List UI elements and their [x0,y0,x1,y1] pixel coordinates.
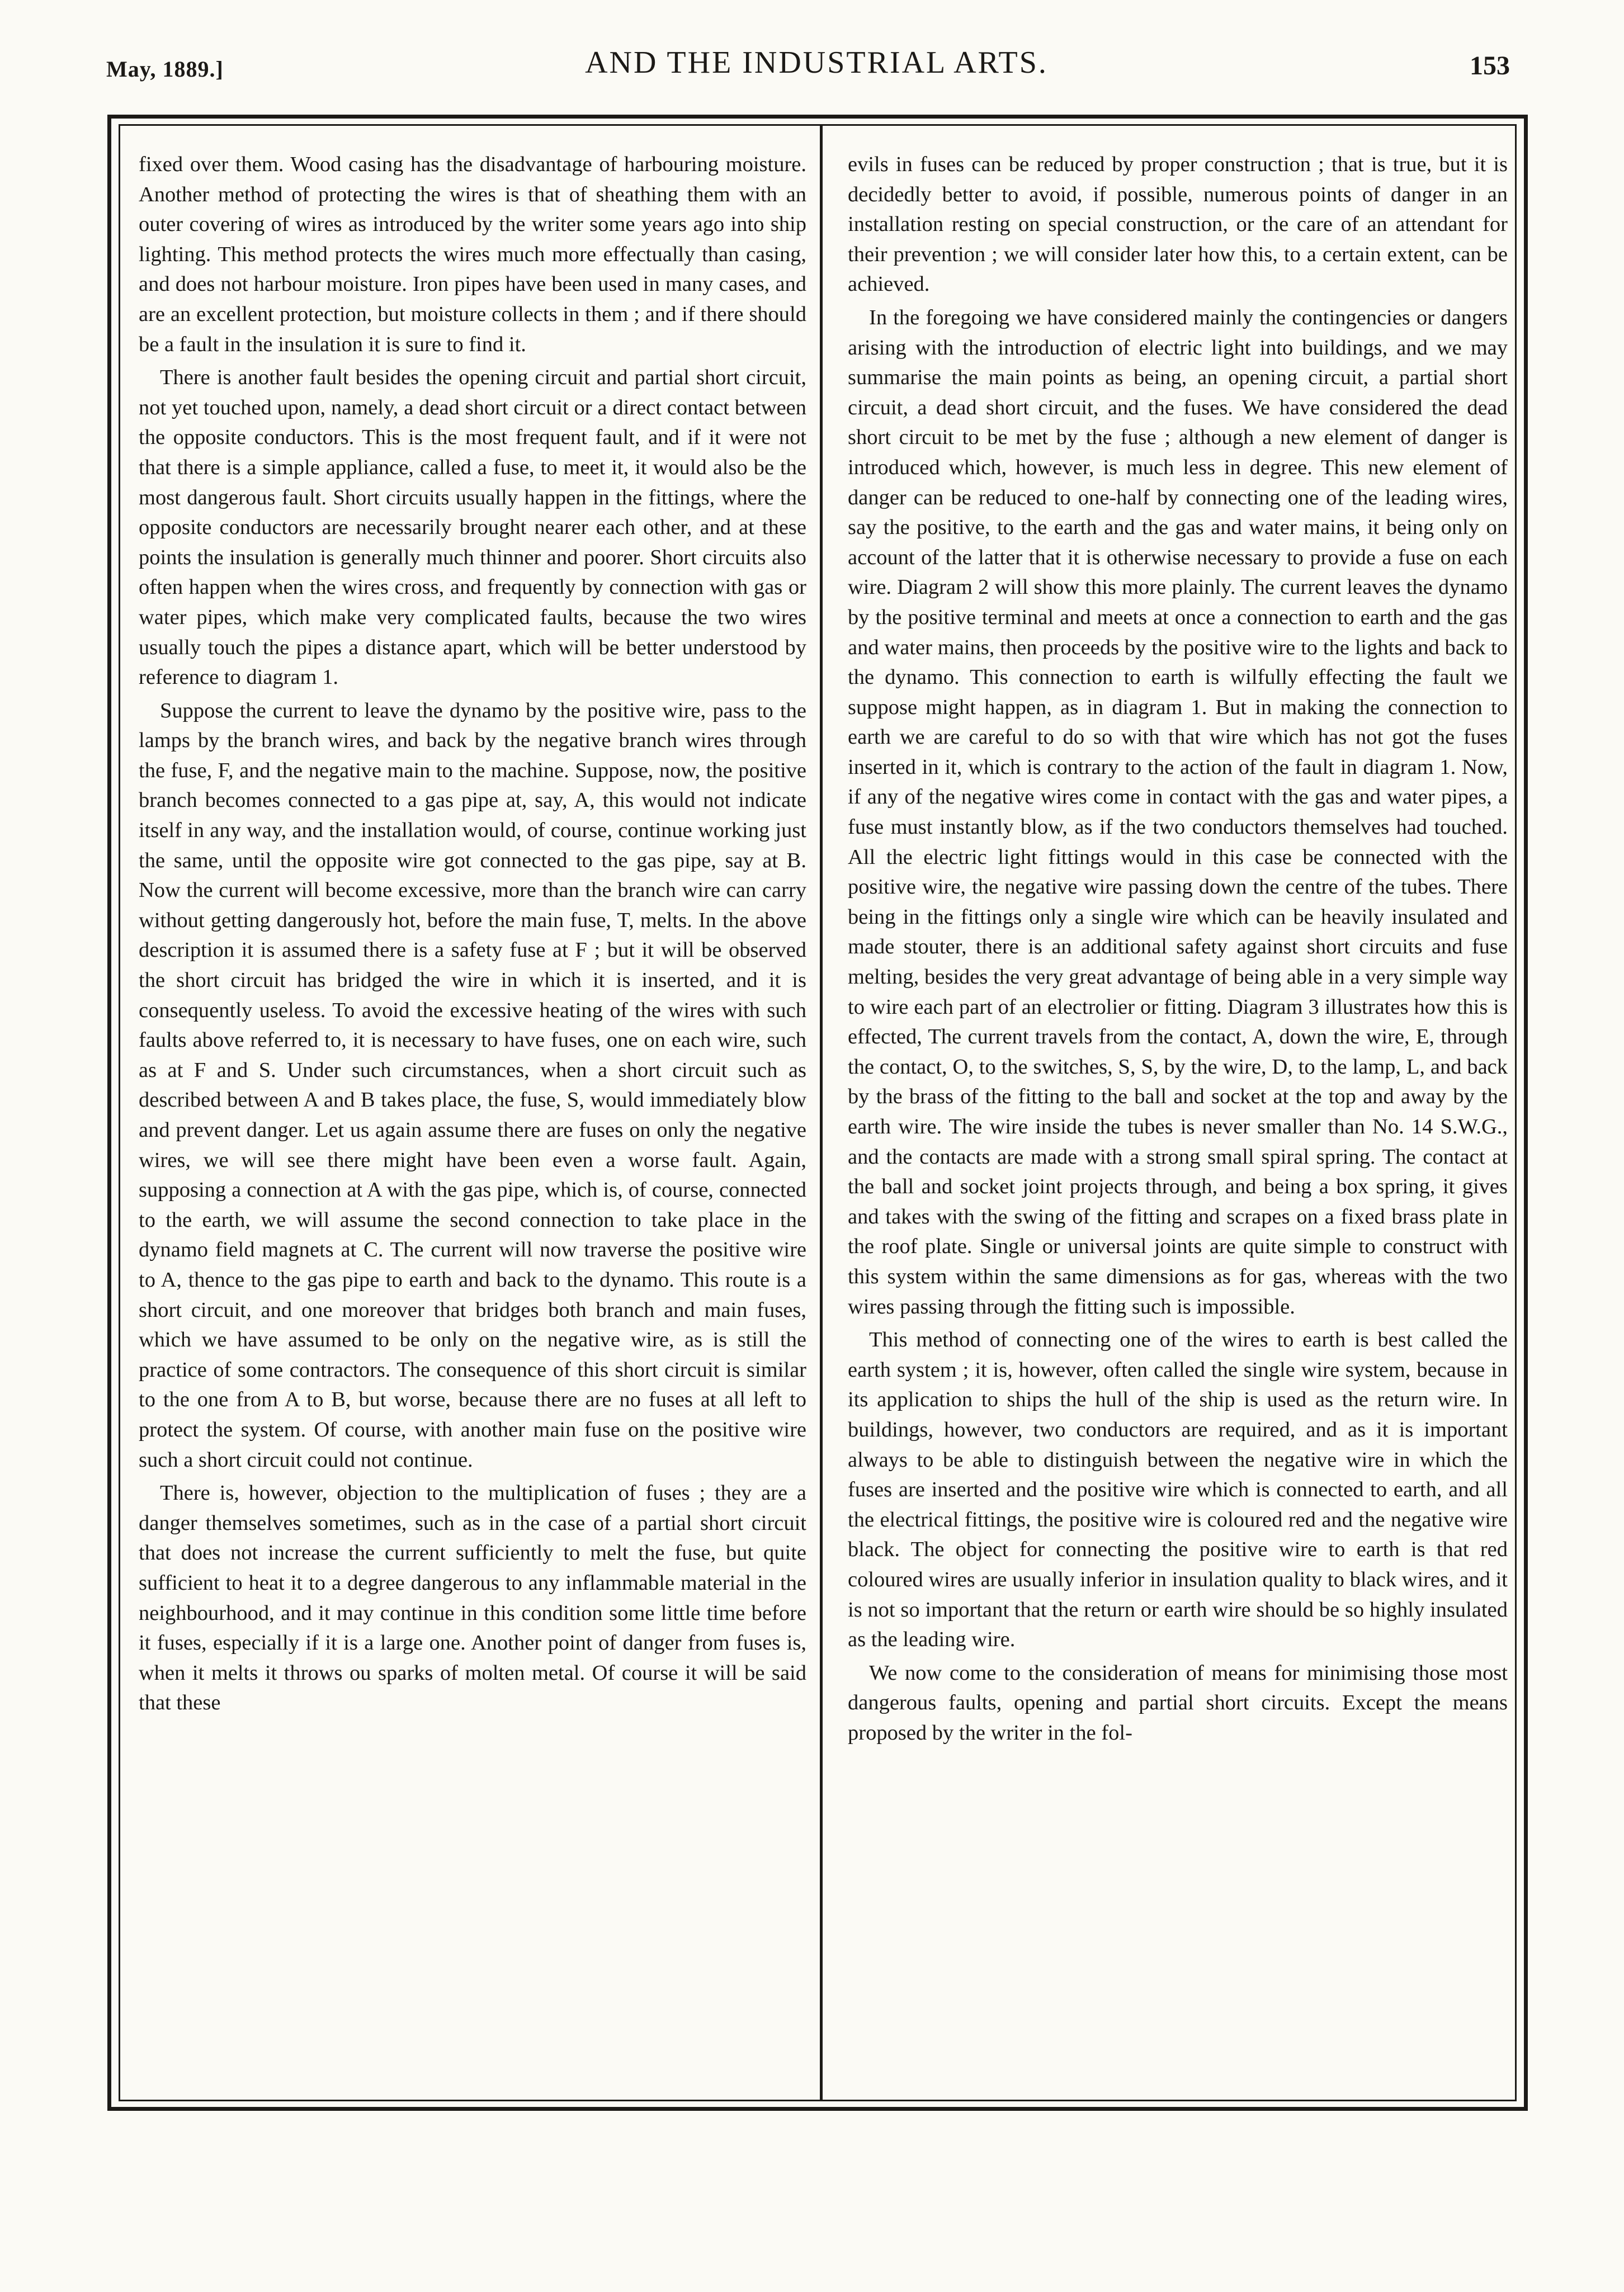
right-column [848,150,1508,2090]
right-paragraph-4: We now come to the consideration of means for minimising those most dangerous faults, opening and partial short circuits. Except the means proposed by the writer in the fol- [848,1661,1508,1745]
left-column [139,150,806,2090]
right-paragraph-3: This method of connecting one of the wires to earth is best called the earth system ; it is, however, often called the single wire system, because in its application to ships the hull of the ship is used as the return wire. In buildings, however, two conductors are required, and as it is important always to be able to distinguish between the negative wire in which the fuses are inserted and the positive wire which is connected to earth, and all the electrical fittings, the positive wire is coloured red and the negative wire black. The object for connecting the positive wire to earth is that red coloured wires are usually inferior in insulation quality to black wires, and it is not so important that the return or earth wire should be so highly insulated as the leading wire. [848,1328,1508,1652]
column-divider [820,124,823,2101]
left-paragraph-2: There is another fault besides the opening circuit and partial short circuit, not yet touched upon, namely, a dead short circuit or a direct contact between the opposite conductors. This is the most frequent fault, and if it were not that there is a simple appliance, called a fuse, to meet it, it would also be the most dangerous fault. Short circuits usually happen in the fittings, where the opposite conductors are necessarily brought nearer each other, and at these points the insulation is generally much thinner and poorer. Short circuits also often happen when the wires cross, and frequently by connection with gas or water pipes, which make very complicated faults, because the two wires usually touch the pipes a distance apart, which will be better understood by reference to diagram 1. [139,366,806,689]
right-paragraph-2: In the foregoing we have considered mainly the contingencies or dangers arising with the introduction of electric light into buildings, and we may summarise the main points as being, an opening circuit, a partial short circuit, a dead short circuit, and the fuses. We have considered the dead short circuit to be met by the fuse ; although a new element of danger is introduced which, however, is much less in degree. This new element of danger can be reduced to one-half by connecting one of the leading wires, say the positive, to the earth and the gas and water mains, it being only on account of the latter that it is otherwise necessary to provide a fuse on each wire. Diagram 2 will show this more plainly. The current leaves the dynamo by the positive terminal and meets at once a connection to earth and the gas and water mains, then proceeds by the positive wire to the lights and back to the dynamo. This connection to earth is wilfully effecting the fault we suppose might happen, as in diagram 1. But in making the connection to earth we are careful to do so with that wire which has not got the fuses inserted in it, which is contrary to the action of the fault in diagram 1. Now, if any of the negative wires come in contact with the gas and water pipes, a fuse must instantly blow, as if the two conductors themselves had touched. All the electric light fittings would in this case be connected with the positive wire, the negative wire passing down the centre of the tubes. There being in the fittings only a single wire which can be heavily insulated and made stouter, there is an additional safety against short circuits and fuse melting, besides the very great advantage of being able in a very simple way to wire each part of an electrolier or fitting. Diagram 3 illustrates how this is effected, The current travels from the contact, A, down the wire, E, through the contact, O, to the switches, S, S, by the wire, D, to the lamp, L, and back by the brass of the fitting to the ball and socket at the top and away by the earth wire. The wire inside the tubes is never smaller than No. 14 S.W.G., and the contacts are made with a strong small spiral spring. The contact at the ball and socket joint projects through, and being a box spring, it gives and takes with the swing of the fitting and scrapes on a fixed brass plate in the roof plate. Single or universal joints are quite simple to construct with this system within the same dimensions as for gas, whereas with the two wires passing through the fitting such is impossible. [848,305,1508,1319]
running-header [106,45,1527,101]
right-paragraph-1: evils in fuses can be reduced by proper construction ; that is true, but it is decidedly better to avoid, if possible, numerous points of danger in an installation resting on special construction, or the care of an attendant for their prevention ; we will consider later how this, to a certain extent, can be achieved. [848,153,1508,296]
left-paragraph-3: Suppose the current to leave the dynamo by the positive wire, pass to the lamps by the branch wires, and back by the negative branch wires through the fuse, F, and the negative main to the machine. Suppose, now, the positive branch becomes connected to a gas pipe at, say, A, this would not indicate itself in any way, and the installation would, of course, continue working just the same, until the opposite wire got connected to the gas pipe, say at B. Now the current will become excessive, more than the branch wire can carry without getting dangerously hot, before the main fuse, T, melts. In the above description it is assumed there is a safety fuse at F ; but it will be observed the short circuit has bridged the wire in which it is inserted, and it is consequently useless. To avoid the excessive heating of the wires with such faults above referred to, it is necessary to have fuses, one on each wire, such as at F and S. Under such circumstances, when a short circuit such as described between A and B takes place, the fuse, S, would immediately blow and prevent danger. Let us again assume there are fuses on only the negative wires, we will see there might have been even a worse fault. Again, supposing a connection at A with the gas pipe, which is, of course, connected to the earth, we will assume the second connection to take place in the dynamo field magnets at C. The current will now traverse the positive wire to A, thence to the gas pipe to earth and back to the dynamo. This route is a short circuit, and one moreover that bridges both branch and main fuses, which we have assumed to be only on the negative wire, as is still the practice of some contractors. The consequence of this short circuit is similar to the one from A to B, but worse, because there are no fuses at all left to protect the system. Of course, with another main fuse on the positive wire such a short circuit could not continue. [139,698,806,1472]
left-paragraph-1: fixed over them. Wood casing has the disadvantage of harbouring moisture. Another method of protecting the wires is that of sheathing them with an outer covering of wires as introduced by the writer some years ago into ship lighting. This method protects the wires much more effectually than casing, and does not harbour moisture. Iron pipes have been used in many cases, and are an excellent protection, but moisture collects in them ; and if there should be a fault in the insulation it is sure to find it. [139,153,806,356]
left-paragraph-4: There is, however, objection to the multiplication of fuses ; they are a danger themselves sometimes, such as in the case of a partial short circuit that does not increase the current sufficiently to melt the fuse, but quite sufficient to heat it to a degree dangerous to any inflammable material in the neighbourhood, and it may continue in this condition some little time before it fuses, especially if it is a large one. Another point of danger from fuses is, when it melts it throws ou sparks of molten metal. Of course it will be said that these [139,1481,806,1715]
issue-date: May, 1889.] [106,56,224,82]
page-number: 153 [1470,51,1510,81]
journal-title: AND THE INDUSTRIAL ARTS. [585,45,1048,80]
